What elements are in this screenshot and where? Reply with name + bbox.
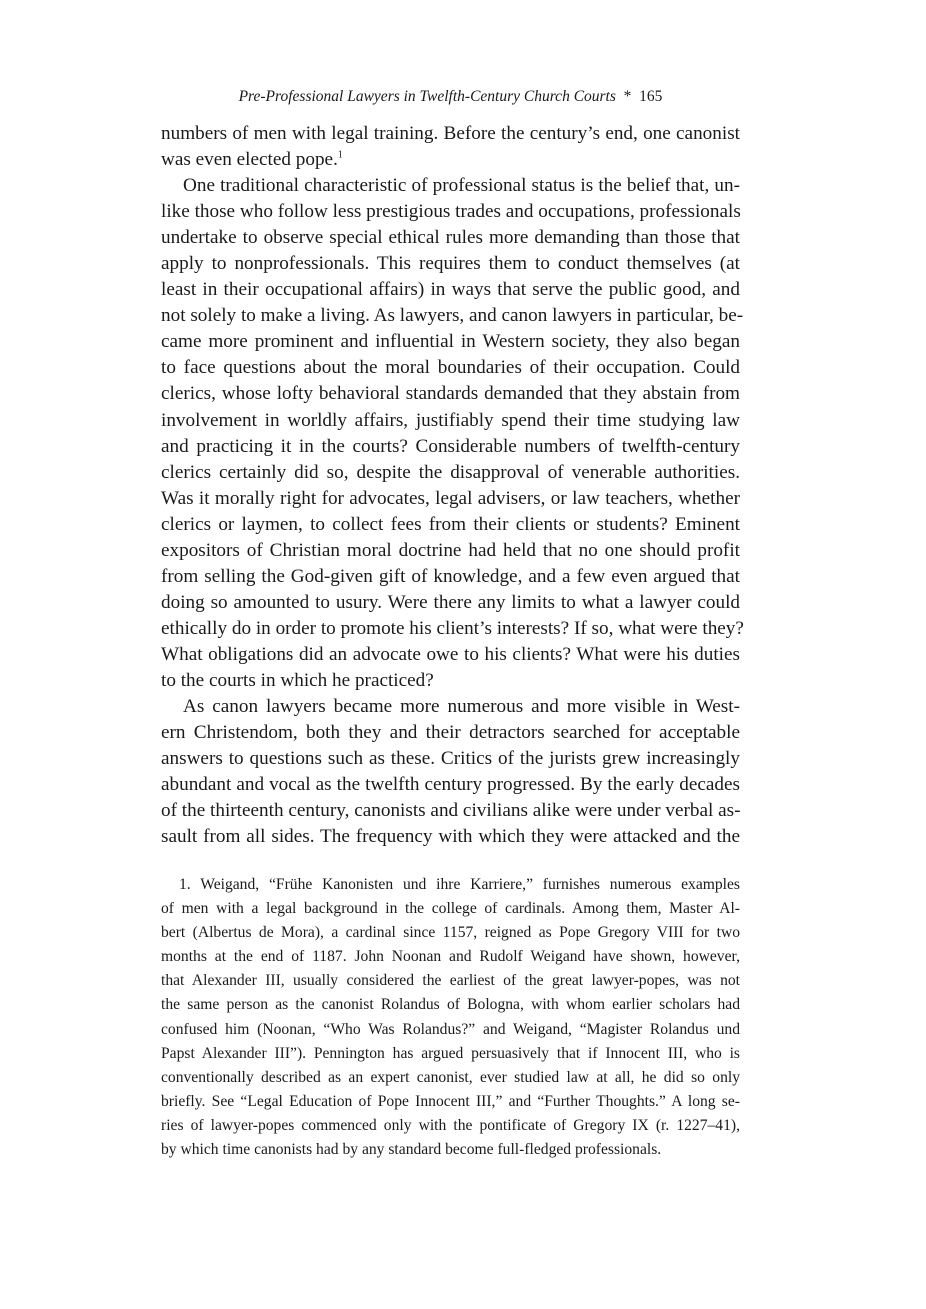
footnote-line	[161, 1090, 740, 1114]
body-line-text: involvement in worldly affairs, justifiably spend their time studying law	[161, 409, 740, 431]
body-line	[161, 564, 740, 590]
body-line	[161, 460, 740, 486]
footnote-line	[161, 969, 740, 993]
body-line	[161, 590, 740, 616]
footnote-line-text: the same person as the canonist Rolandus of Bologna, with whom earlier scholars had	[161, 996, 740, 1014]
footnote-line	[161, 1018, 740, 1042]
footnote-line	[161, 1114, 740, 1138]
body-line	[161, 720, 740, 746]
body-line	[161, 824, 740, 850]
body-line-text: like those who follow less prestigious trades and occupations, professionals	[161, 201, 741, 223]
footnote-line-text: briefly. See “Legal Education of Pope Innocent III,” and “Further Thoughts.” A long se-	[161, 1092, 740, 1110]
body-line-text: clerics certainly did so, despite the disapproval of venerable authorities.	[161, 461, 740, 483]
footnote-line-text: ries of lawyer-popes commenced only with the pontificate of Gregory IX (r. 1227–41),	[161, 1116, 740, 1134]
body-line	[161, 225, 740, 251]
body-line	[161, 642, 740, 668]
footnote-line-text: 1. Weigand, “Frühe Kanonisten und ihre Karriere,” furnishes numerous examples	[179, 876, 740, 893]
body-line-text: Was it morally right for advocates, legal advisers, or law teachers, whether	[161, 487, 740, 509]
body-line-text: One traditional characteristic of professional status is the belief that, un-	[183, 175, 740, 197]
body-line-text: not solely to make a living. As lawyers, and canon lawyers in particular, be-	[161, 305, 744, 327]
body-line	[161, 173, 740, 199]
body-line	[161, 694, 740, 720]
footnote-line-text: that Alexander III, usually considered the earliest of the great lawyer-popes, was not	[161, 972, 740, 990]
running-title: Pre-Professional Lawyers in Twelfth-Century Church Courts	[238, 88, 616, 105]
body-line	[161, 303, 744, 329]
body-line-text: to face questions about the moral boundaries of their occupation. Could	[161, 357, 740, 379]
body-line	[161, 616, 744, 642]
body-line-text: of the thirteenth century, canonists and civilians alike were under verbal as-	[161, 800, 741, 822]
body-line-text: apply to nonprofessionals. This requires them to conduct themselves (at	[161, 253, 740, 275]
body-line-text: What obligations did an advocate owe to his clients? What were his duties	[161, 643, 740, 665]
body-line	[161, 147, 740, 173]
footnote-line	[161, 897, 740, 921]
footnote-line-text: confused him (Noonan, “Who Was Rolandus?” and Weigand, “Magister Rolandus und	[161, 1020, 740, 1038]
body-line-text: clerics or laymen, to collect fees from their clients or students? Eminent	[161, 513, 740, 535]
body-line-text: least in their occupational affairs) in ways that serve the public good, and	[161, 279, 740, 301]
body-text	[161, 121, 744, 850]
body-line	[161, 277, 740, 303]
footnote-line	[161, 1138, 740, 1162]
footnote-line-text: Papst Alexander III”). Pennington has argued persuasively that if Innocent III, who is	[161, 1044, 740, 1062]
footnote-ref[interactable]: 1	[337, 149, 343, 161]
body-line	[161, 199, 740, 225]
body-line	[161, 329, 740, 355]
body-line	[161, 746, 740, 772]
footnote-line	[161, 873, 740, 897]
body-line-text: clerics, whose lofty behavioral standards demanded that they abstain from	[161, 383, 740, 405]
body-line-text: ethically do in order to promote his client’s interests? If so, what were they?	[161, 617, 744, 639]
running-header	[161, 88, 740, 106]
footnote-line-text: bert (Albertus de Mora), a cardinal since 1157, reigned as Pope Gregory VIII for two	[161, 924, 740, 942]
body-line-text: answers to questions such as these. Critics of the jurists grew increasingly	[161, 748, 740, 770]
body-line-text: As canon lawyers became more numerous and more visible in West-	[183, 696, 740, 718]
page-number: 165	[639, 88, 663, 105]
footnote-line	[161, 921, 740, 945]
footnote-line	[161, 993, 740, 1017]
body-line-text: came more prominent and influential in Western society, they also began	[161, 331, 740, 353]
body-line	[161, 381, 740, 407]
body-line	[161, 668, 740, 694]
body-line	[161, 355, 740, 381]
body-line-text: doing so amounted to usury. Were there any limits to what a lawyer could	[161, 591, 740, 613]
body-line-text: from selling the God-given gift of knowledge, and a few even argued that	[161, 565, 740, 587]
body-line	[161, 538, 740, 564]
body-line	[161, 434, 740, 460]
body-line	[161, 121, 740, 147]
body-line	[161, 408, 740, 434]
header-separator: *	[623, 88, 632, 105]
body-line-text: to the courts in which he practiced?	[161, 669, 434, 691]
footnote-line-text: of men with a legal background in the college of cardinals. Among them, Master Al-	[161, 900, 740, 918]
body-line	[161, 251, 740, 277]
body-line	[161, 772, 740, 798]
body-line-text: ern Christendom, both they and their detractors searched for acceptable	[161, 722, 740, 744]
body-line-text: sault from all sides. The frequency with which they were attacked and the	[161, 826, 740, 848]
body-line-text: expositors of Christian moral doctrine had held that no one should profit	[161, 539, 740, 561]
body-line-text: numbers of men with legal training. Before the century’s end, one canonist	[161, 123, 740, 144]
body-line	[161, 798, 740, 824]
body-line-text: abundant and vocal as the twelfth century progressed. By the early decades	[161, 774, 740, 796]
body-line-text: and practicing it in the courts? Considerable numbers of twelfth-century	[161, 435, 740, 457]
footnote-line-text: conventionally described as an expert canonist, ever studied law at all, he did so only	[161, 1068, 740, 1086]
footnote-line-text: by which time canonists had by any standard become full-fledged professionals.	[161, 1141, 662, 1159]
footnote-line	[161, 1042, 740, 1066]
body-line	[161, 486, 740, 512]
footnote-line	[161, 945, 740, 969]
body-line	[161, 512, 740, 538]
footnote-line	[161, 1066, 740, 1090]
body-line-text: undertake to observe special ethical rules more demanding than those that	[161, 227, 740, 249]
body-line-text: was even elected pope.	[161, 149, 338, 171]
footnote-line-text: months at the end of 1187. John Noonan and Rudolf Weigand have shown, however,	[161, 948, 740, 966]
footnotes	[161, 873, 740, 1162]
